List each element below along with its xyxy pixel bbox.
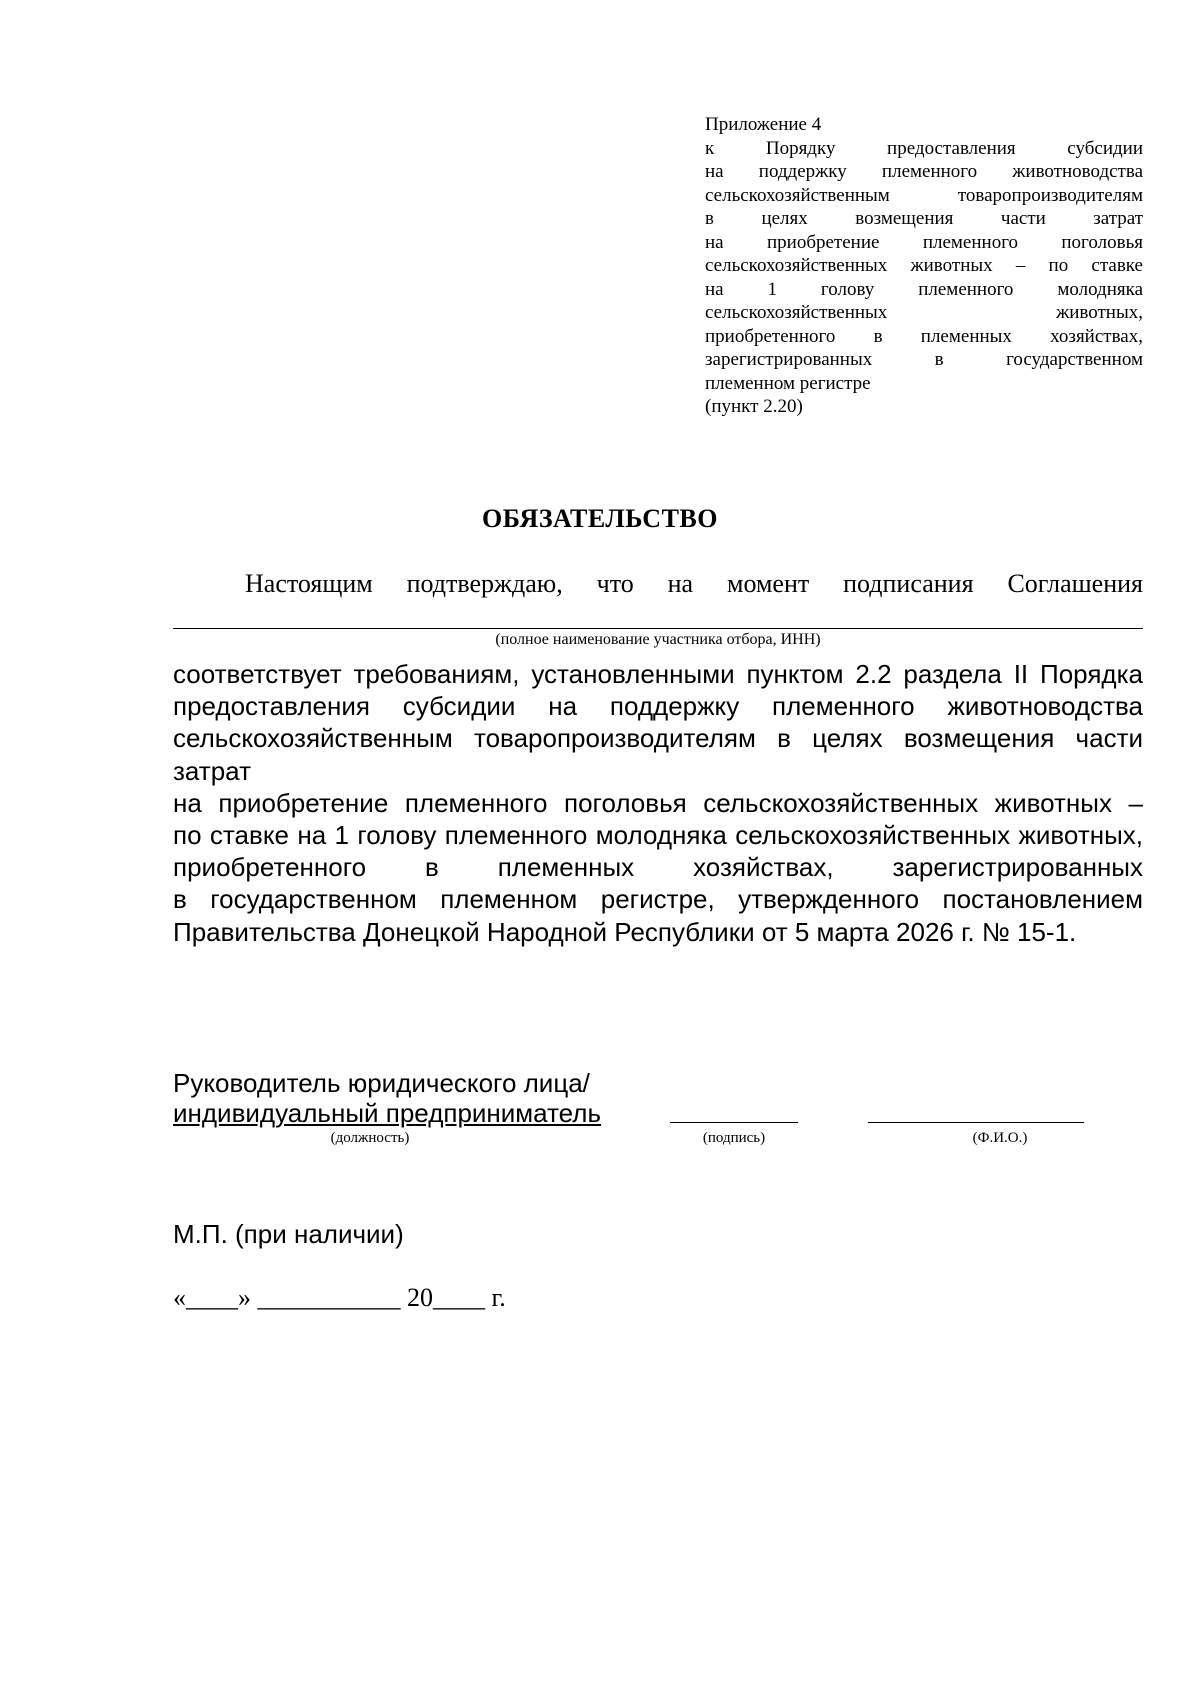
body-line: предоставления субсидии на поддержку племенного животноводства bbox=[173, 691, 1143, 722]
body-line: сельскохозяйственным товаропроизводителям в целях возмещения части затрат bbox=[173, 723, 1143, 786]
participant-caption: (полное наименование участника отбора, ИНН) bbox=[495, 631, 821, 648]
intro-paragraph bbox=[173, 568, 1143, 600]
appendix-line: сельскохозяйственным товаропроизводителям bbox=[705, 184, 1143, 206]
appendix-line: Приложение 4 bbox=[705, 114, 822, 135]
caption-position: (должность) bbox=[330, 1130, 410, 1146]
appendix-line: в целях возмещения части затрат bbox=[705, 208, 1143, 229]
date-line[interactable]: «____» ___________ 20____ г. bbox=[173, 1283, 506, 1312]
document-title: ОБЯЗАТЕЛЬСТВО bbox=[482, 504, 718, 533]
body-line: по ставке на 1 голову племенного молодняка сельскохозяйственных животных, bbox=[173, 820, 1143, 851]
role-line-1: Руководитель юридического лица/ bbox=[173, 1068, 590, 1098]
full-name-line[interactable] bbox=[868, 1122, 1084, 1123]
appendix-line: на 1 голову племенного молодняка bbox=[705, 278, 1143, 300]
appendix-line: к Порядку предоставления субсидии bbox=[705, 137, 1143, 159]
appendix-line: сельскохозяйственных животных, bbox=[705, 302, 1143, 323]
appendix-line: зарегистрированных в государственном bbox=[705, 349, 1143, 370]
appendix-line: на поддержку племенного животноводства bbox=[705, 161, 1143, 182]
body-line: приобретенного в племенных хозяйствах, зарегистрированных bbox=[173, 852, 1143, 883]
caption-full-name: (Ф.И.О.) bbox=[972, 1130, 1028, 1146]
appendix-line: на приобретение племенного поголовья bbox=[705, 231, 1143, 253]
caption-signature: (подпись) bbox=[702, 1130, 766, 1146]
appendix-line: племенном регистре bbox=[705, 372, 871, 394]
body-line: соответствует требованиям, установленными пунктом 2.2 раздела II Порядка bbox=[173, 659, 1143, 689]
signature-line[interactable] bbox=[670, 1122, 798, 1123]
appendix-line: (пункт 2.20) bbox=[705, 396, 803, 417]
body-line: в государственном племенном регистре, утвержденного постановлением bbox=[173, 884, 1143, 915]
body-paragraph bbox=[173, 658, 1143, 948]
body-line: на приобретение племенного поголовья сельскохозяйственных животных – bbox=[173, 787, 1143, 818]
appendix-line: сельскохозяйственных животных – по ставке bbox=[705, 255, 1143, 276]
participant-name-line[interactable] bbox=[173, 628, 1143, 629]
intro-text: Настоящим подтверждаю, что на момент подписания Соглашения bbox=[245, 569, 1143, 598]
appendix-header bbox=[705, 113, 1143, 419]
stamp-place: М.П. (при наличии) bbox=[173, 1219, 404, 1249]
appendix-line: приобретенного в племенных хозяйствах, bbox=[705, 325, 1143, 347]
body-line: Правительства Донецкой Народной Республики от 5 марта 2026 г. № 15-1. bbox=[173, 916, 1077, 947]
signatory-role bbox=[173, 1068, 601, 1128]
role-line-2: индивидуальный предприниматель bbox=[173, 1098, 601, 1128]
